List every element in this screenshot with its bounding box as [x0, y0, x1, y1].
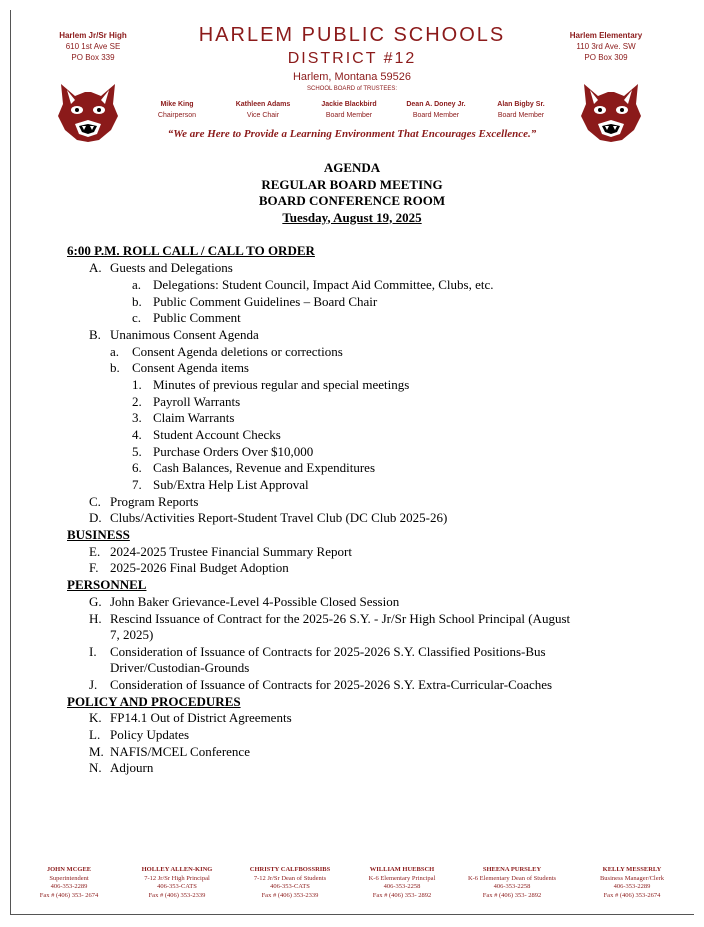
staff-fax: Fax # (406) 353- 2674 [39, 891, 99, 899]
staff-fax: Fax # (406) 353- 2892 [372, 891, 432, 899]
item-text: John Baker Grievance-Level 4-Possible Closed Session [110, 594, 400, 609]
item-text: NAFIS/MCEL Conference [110, 744, 250, 759]
staff-fax: Fax # (406) 353- 2892 [482, 891, 542, 899]
staff-title: K-6 Elementary Dean of Students [467, 874, 557, 882]
item-label: 7. [132, 477, 142, 492]
item-label: J. [89, 677, 98, 692]
staff-title: 7-12 Jr/Sr High Principal [144, 874, 210, 882]
item-label: 3. [132, 410, 142, 425]
item-label: a. [110, 344, 120, 359]
district-title: DISTRICT #12 [287, 50, 417, 67]
item-h [89, 611, 570, 627]
footer-staff-5 [457, 866, 567, 900]
item-text: Claim Warrants [153, 410, 235, 425]
item-text: Clubs/Activities Report-Student Travel Club (DC Club 2025-26) [110, 510, 448, 525]
trustee-3 [309, 99, 389, 121]
item-label: I. [89, 644, 97, 659]
item-label: K. [89, 710, 102, 725]
item-label: E. [89, 544, 101, 559]
item-label: D. [89, 510, 102, 525]
trustee-4 [396, 99, 476, 121]
item-label: b. [110, 360, 120, 375]
item-b-1 [132, 377, 409, 393]
item-text: Rescind Issuance of Contract for the 2025-26 S.Y. - Jr/Sr High School Principal (August [110, 611, 571, 626]
policy-heading: POLICY AND PROCEDURES [67, 694, 241, 709]
item-text: Unanimous Consent Agenda [110, 327, 259, 342]
item-label: c. [132, 310, 142, 325]
item-text: 2025-2026 Final Budget Adoption [110, 560, 289, 575]
item-text: FP14.1 Out of District Agreements [110, 710, 292, 725]
item-b [89, 327, 259, 343]
item-m [89, 744, 250, 760]
item-a-c [132, 310, 241, 326]
item-label: a. [132, 277, 142, 292]
board-label: SCHOOL BOARD of TRUSTEES: [306, 86, 398, 92]
staff-name: WILLIAM HUEBSCH [369, 866, 435, 873]
personnel-heading: PERSONNEL [67, 577, 147, 592]
item-text: Sub/Extra Help List Approval [153, 477, 309, 492]
trustee-name: Alan Bigby Sr. [497, 101, 545, 108]
item-h-cont: 7, 2025) [110, 627, 154, 642]
roll-call-heading: 6:00 P.M. ROLL CALL / CALL TO ORDER [67, 243, 315, 258]
item-text: Policy Updates [110, 727, 190, 742]
staff-fax: Fax # (406) 353-2339 [261, 891, 319, 899]
item-text: Program Reports [110, 494, 199, 509]
item-label: L. [89, 727, 101, 742]
item-a [89, 260, 233, 276]
left-school-address: 610 1st Ave SE [65, 42, 121, 51]
item-b-5 [132, 444, 313, 460]
item-text: Consideration of Issuance of Contracts for 2025-2026 S.Y. Classified Positions-Bus [110, 644, 546, 659]
item-text: 2024-2025 Trustee Financial Summary Report [110, 544, 352, 559]
business-heading: BUSINESS [67, 527, 130, 542]
item-b-2 [132, 394, 240, 410]
trustee-2 [223, 99, 303, 121]
item-d [89, 510, 447, 526]
item-label: B. [89, 327, 101, 342]
item-label: 4. [132, 427, 142, 442]
agenda-title: AGENDA [323, 160, 381, 175]
staff-name: CHRISTY CALFBOSSRIBS [249, 866, 331, 873]
item-label: b. [132, 294, 142, 309]
staff-name: JOHN MCGEE [46, 866, 92, 873]
item-text: Cash Balances, Revenue and Expenditures [153, 460, 376, 475]
item-label: N. [89, 760, 102, 775]
item-label: F. [89, 560, 99, 575]
agenda-heading [0, 160, 704, 226]
footer-staff-1 [14, 866, 124, 900]
trustee-role: Board Member [412, 112, 460, 119]
trustee-name: Mike King [160, 101, 194, 108]
trustee-name: Dean A. Doney Jr. [406, 101, 466, 108]
item-b-6 [132, 460, 375, 476]
trustee-role: Board Member [497, 112, 545, 119]
footer-staff-6 [577, 866, 687, 900]
item-text: Consent Agenda deletions or corrections [132, 344, 343, 359]
left-school-name: Harlem Jr/Sr High [59, 31, 127, 40]
staff-title: 7-12 Jr/Sr Dean of Students [253, 874, 327, 882]
staff-name: SHEENA PURSLEY [482, 866, 542, 873]
item-k [89, 710, 292, 726]
item-text: Guests and Delegations [110, 260, 233, 275]
item-j [89, 677, 552, 693]
item-label: C. [89, 494, 101, 509]
item-label: 2. [132, 394, 142, 409]
item-a-a [132, 277, 493, 293]
trustee-role: Vice Chair [246, 112, 280, 119]
item-label: M. [89, 744, 104, 759]
footer-staff-2 [122, 866, 232, 900]
item-c [89, 494, 198, 510]
item-label: H. [89, 611, 102, 626]
trustee-1 [137, 99, 217, 121]
staff-fax: Fax # (406) 353-2674 [603, 891, 661, 899]
trustee-5 [481, 99, 561, 121]
staff-fax: Fax # (406) 353-2339 [148, 891, 206, 899]
city-line: Harlem, Montana 59526 [292, 71, 411, 83]
trustee-role: Chairperson [157, 112, 197, 119]
staff-phone: 406-353-2289 [613, 883, 651, 890]
staff-phone: 406-353-2258 [493, 883, 531, 890]
staff-phone: 406-353-2258 [383, 883, 421, 890]
item-label: 1. [132, 377, 142, 392]
right-school-po: PO Box 309 [584, 53, 628, 62]
item-label: G. [89, 594, 102, 609]
left-school-po: PO Box 339 [71, 53, 115, 62]
item-l [89, 727, 189, 743]
item-n [89, 760, 153, 776]
item-text: Delegations: Student Council, Impact Aid Committee, Clubs, etc. [153, 277, 494, 292]
meeting-type: REGULAR BOARD MEETING [261, 176, 443, 192]
item-text: Adjourn [110, 760, 154, 775]
staff-name: KELLY MESSERLY [602, 866, 662, 873]
item-label: A. [89, 260, 102, 275]
item-e [89, 544, 352, 560]
item-f [89, 560, 289, 576]
item-i-cont: Driver/Custodian-Grounds [110, 660, 250, 675]
motto: “We are Here to Provide a Learning Environment That Encourages Excellence.” [167, 128, 537, 140]
item-text: Minutes of previous regular and special meetings [153, 377, 410, 392]
item-b-3 [132, 410, 234, 426]
item-b-7 [132, 477, 309, 493]
item-label: 6. [132, 460, 142, 475]
trustee-name: Kathleen Adams [235, 101, 291, 108]
item-g [89, 594, 399, 610]
staff-title: Superintendent [49, 874, 89, 882]
item-text: Purchase Orders Over $10,000 [153, 444, 314, 459]
item-text: Consideration of Issuance of Contracts for 2025-2026 S.Y. Extra-Curricular-Coaches [110, 677, 553, 692]
staff-phone: 406-353-2289 [50, 883, 88, 890]
staff-title: K-6 Elementary Principal [368, 874, 436, 882]
item-i [89, 644, 546, 660]
item-text: Payroll Warrants [153, 394, 241, 409]
item-label: 5. [132, 444, 142, 459]
staff-phone: 406-353-CATS [270, 883, 310, 890]
item-b-a [110, 344, 343, 360]
right-school-name: Harlem Elementary [569, 31, 643, 40]
footer-staff-4 [347, 866, 457, 900]
footer-staff-3 [235, 866, 345, 900]
trustee-role: Board Member [325, 112, 373, 119]
staff-name: HOLLEY ALLEN-KING [141, 866, 213, 873]
staff-title: Business Manager/Clerk [599, 874, 665, 882]
item-text: Student Account Checks [153, 427, 281, 442]
item-text: Public Comment [153, 310, 241, 325]
staff-phone: 406-353-CATS [157, 883, 197, 890]
item-text: Consent Agenda items [132, 360, 249, 375]
item-a-b [132, 294, 377, 310]
meeting-room: BOARD CONFERENCE ROOM [258, 193, 446, 208]
right-school-address: 110 3rd Ave. SW [576, 42, 636, 51]
item-b-4 [132, 427, 281, 443]
trustee-name: Jackie Blackbird [321, 101, 377, 108]
school-title: HARLEM PUBLIC SCHOOLS [198, 24, 506, 46]
meeting-date: Tuesday, August 19, 2025 [282, 209, 422, 225]
item-text: Public Comment Guidelines – Board Chair [153, 294, 378, 309]
item-b-b [110, 360, 249, 376]
